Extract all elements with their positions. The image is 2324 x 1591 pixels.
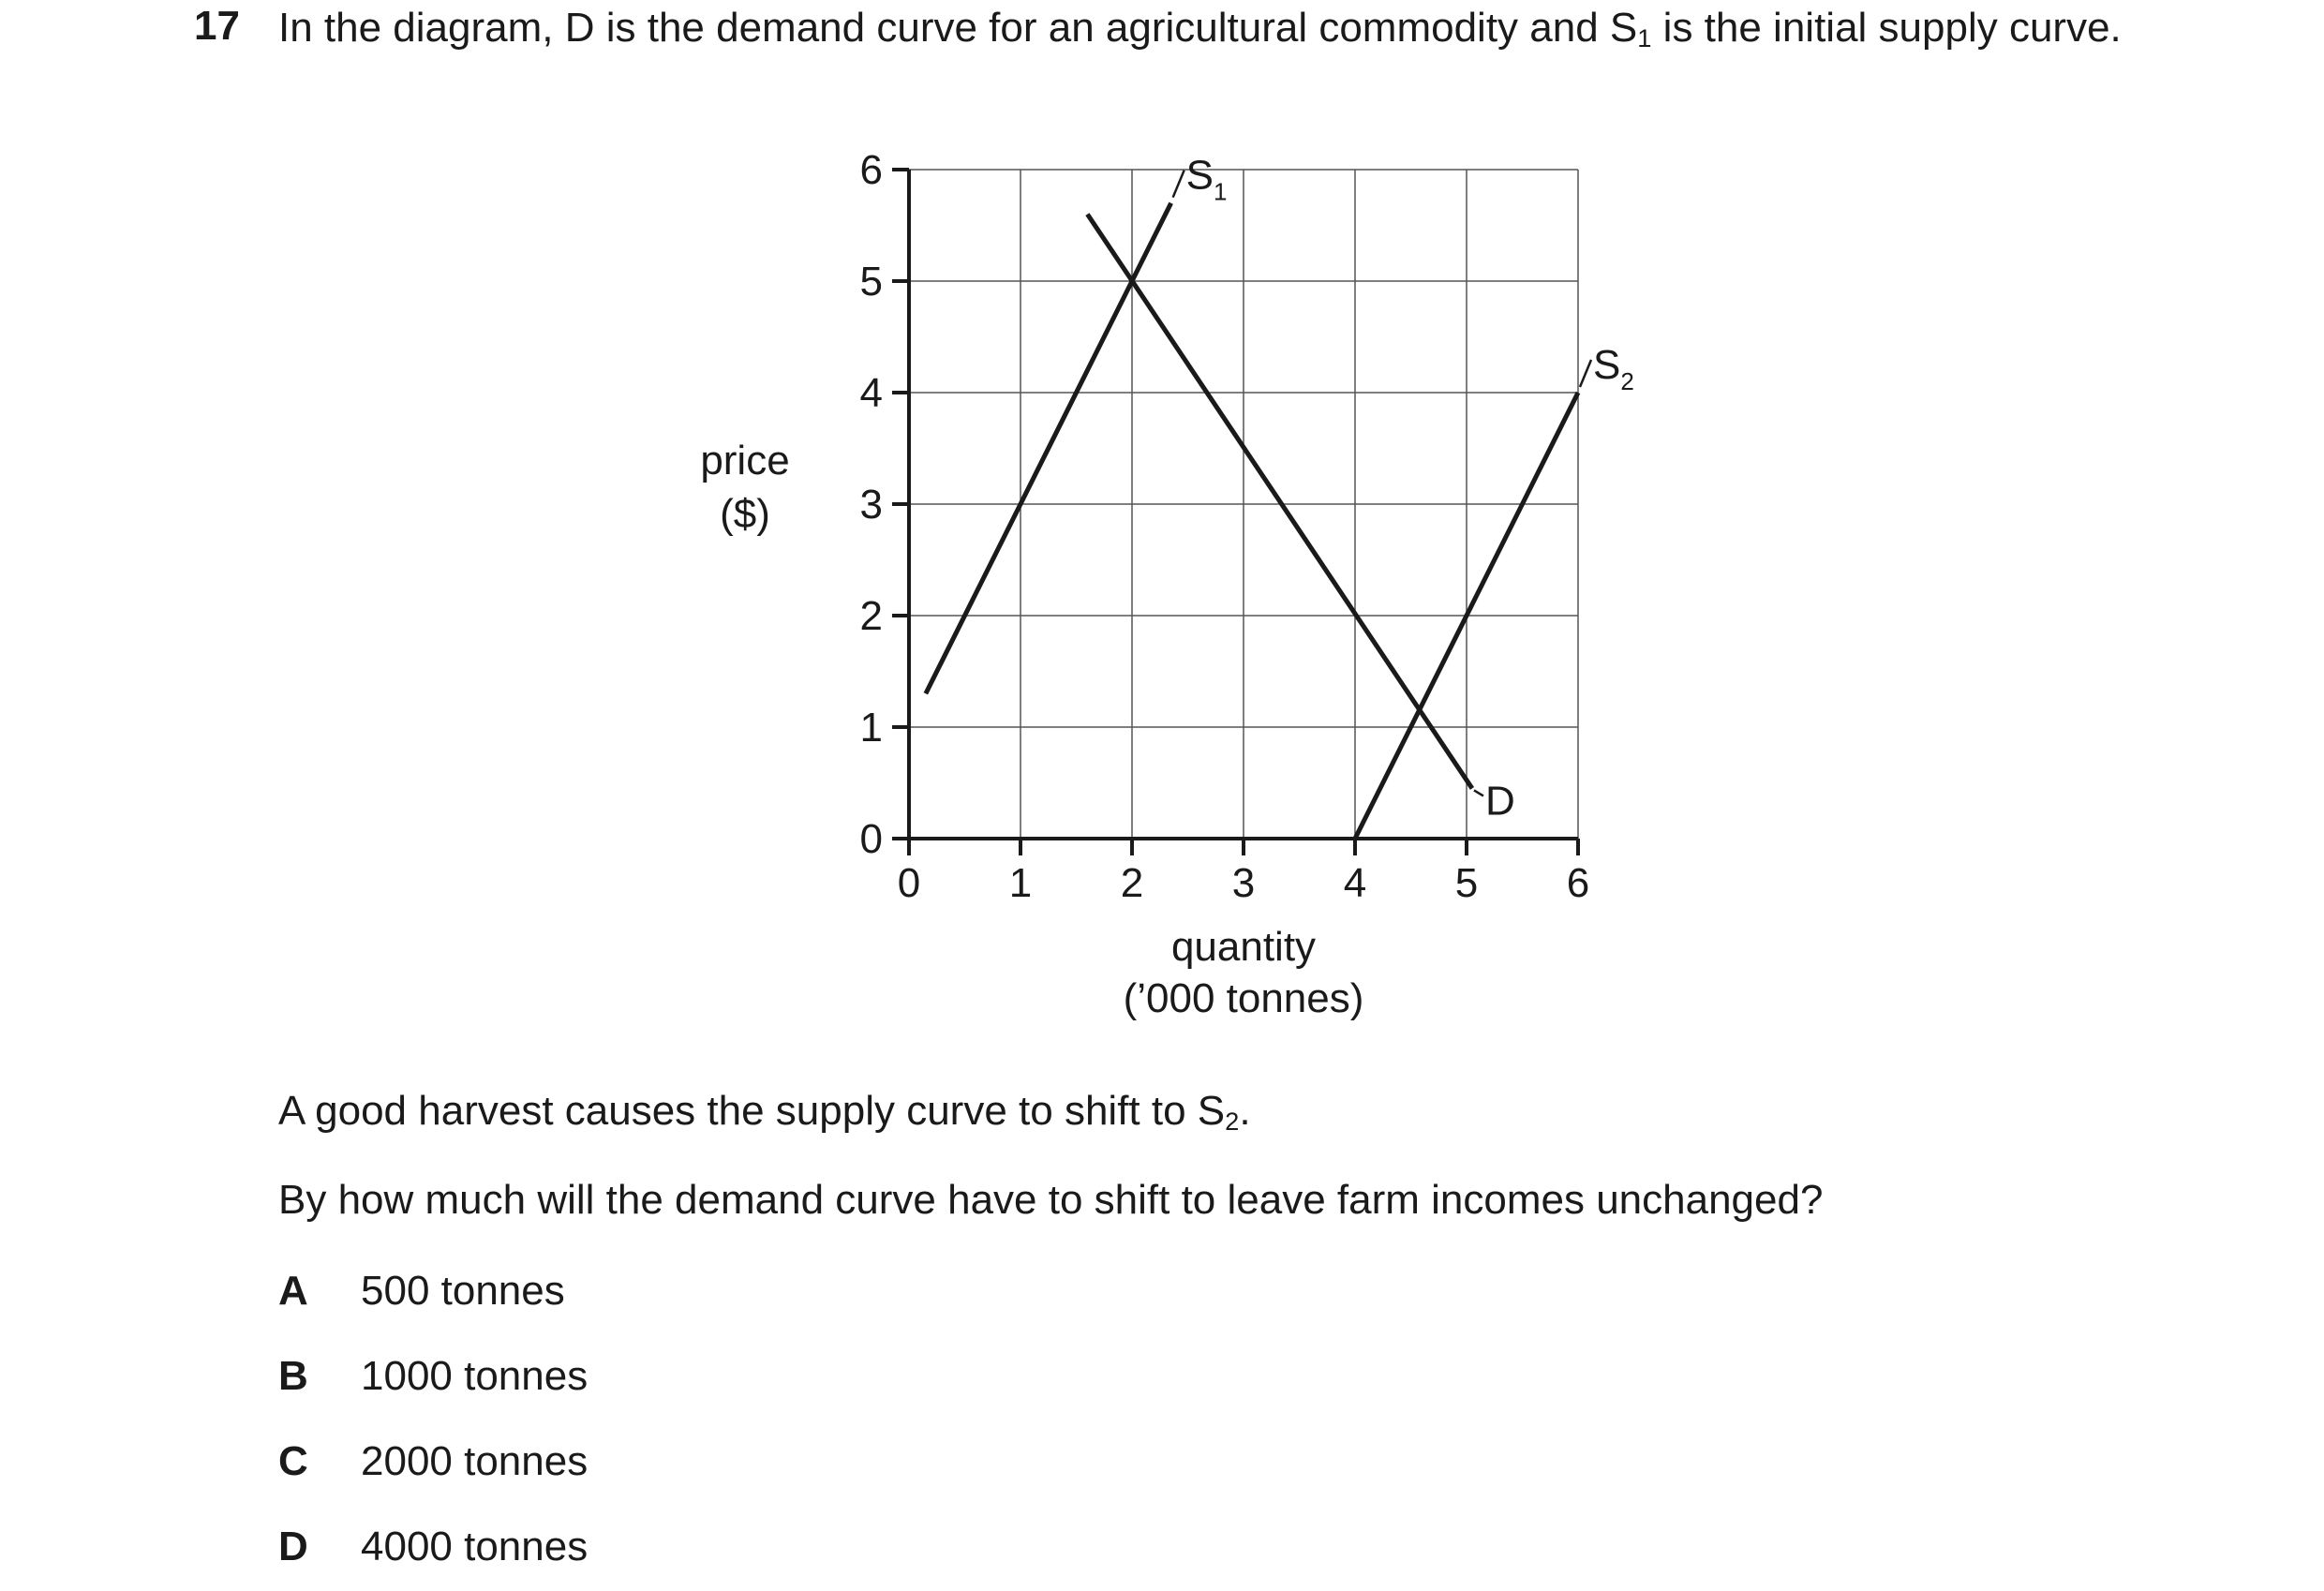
x-tick-label: 0 [897, 860, 921, 906]
y-tick-label: 3 [859, 482, 883, 528]
option-b-letter: B [278, 1353, 308, 1399]
stem-suffix: is the initial supply curve. [1651, 5, 2122, 51]
option-c-letter: C [278, 1438, 308, 1484]
y-axis-label-line1: price [700, 438, 790, 483]
y-tick-label: 6 [859, 147, 883, 193]
option-c-text[interactable]: 2000 tonnes [361, 1438, 588, 1484]
label-leader-s2 [1580, 360, 1591, 387]
x-axis-label-line1: quantity [1170, 924, 1317, 970]
supply-shift-statement [278, 1087, 1251, 1137]
curve-label-s2: $S_2$ [1593, 342, 1634, 395]
shift-prefix: A good harvest causes the supply curve to shift to S [278, 1088, 1226, 1134]
stem-prefix: In the diagram, D is the demand curve for an agricultural commodity and S [278, 5, 1638, 51]
x-axis-label-line2: (’000 tonnes) [1123, 975, 1364, 1021]
curve-label-subscript: 1 [1214, 177, 1228, 206]
supply-demand-chart [656, 141, 1687, 1040]
x-tick-label: 5 [1454, 860, 1479, 906]
option-d-text[interactable]: 4000 tonnes [361, 1524, 588, 1569]
question-stem [278, 2, 2143, 65]
stem-subscript: 1 [1637, 23, 1652, 52]
curve-label-subscript: 2 [1620, 367, 1634, 395]
shift-suffix: . [1239, 1088, 1251, 1134]
question-prompt: By how much will the demand curve have to shift to leave farm incomes unchanged? [278, 1177, 1824, 1223]
y-axis-label-line2: ($) [720, 491, 770, 537]
shift-subscript: 2 [1225, 1107, 1240, 1136]
label-leader-d [1474, 790, 1483, 796]
x-tick-label: 4 [1343, 860, 1367, 906]
curve-label-s1: $S_1$ [1185, 152, 1228, 206]
curve-s1 [926, 203, 1171, 694]
curve-d [1087, 215, 1472, 789]
option-a-text[interactable]: 500 tonnes [361, 1268, 565, 1314]
y-tick-label: 1 [859, 705, 883, 751]
label-leader-s1 [1173, 171, 1184, 198]
curve-label-d: D [1484, 778, 1515, 825]
x-tick-label: 3 [1231, 860, 1256, 906]
question-number: 17 [194, 3, 240, 49]
x-tick-label: 2 [1120, 860, 1144, 906]
y-tick-label: 5 [859, 259, 883, 305]
x-tick-label: 6 [1566, 860, 1590, 906]
option-b-text[interactable]: 1000 tonnes [361, 1353, 588, 1399]
y-tick-label: 2 [859, 593, 883, 639]
y-tick-label: 4 [859, 370, 883, 416]
x-tick-label: 1 [1008, 860, 1033, 906]
y-tick-label: 0 [859, 816, 883, 862]
option-d-letter: D [278, 1524, 308, 1569]
option-a-letter: A [278, 1268, 308, 1314]
